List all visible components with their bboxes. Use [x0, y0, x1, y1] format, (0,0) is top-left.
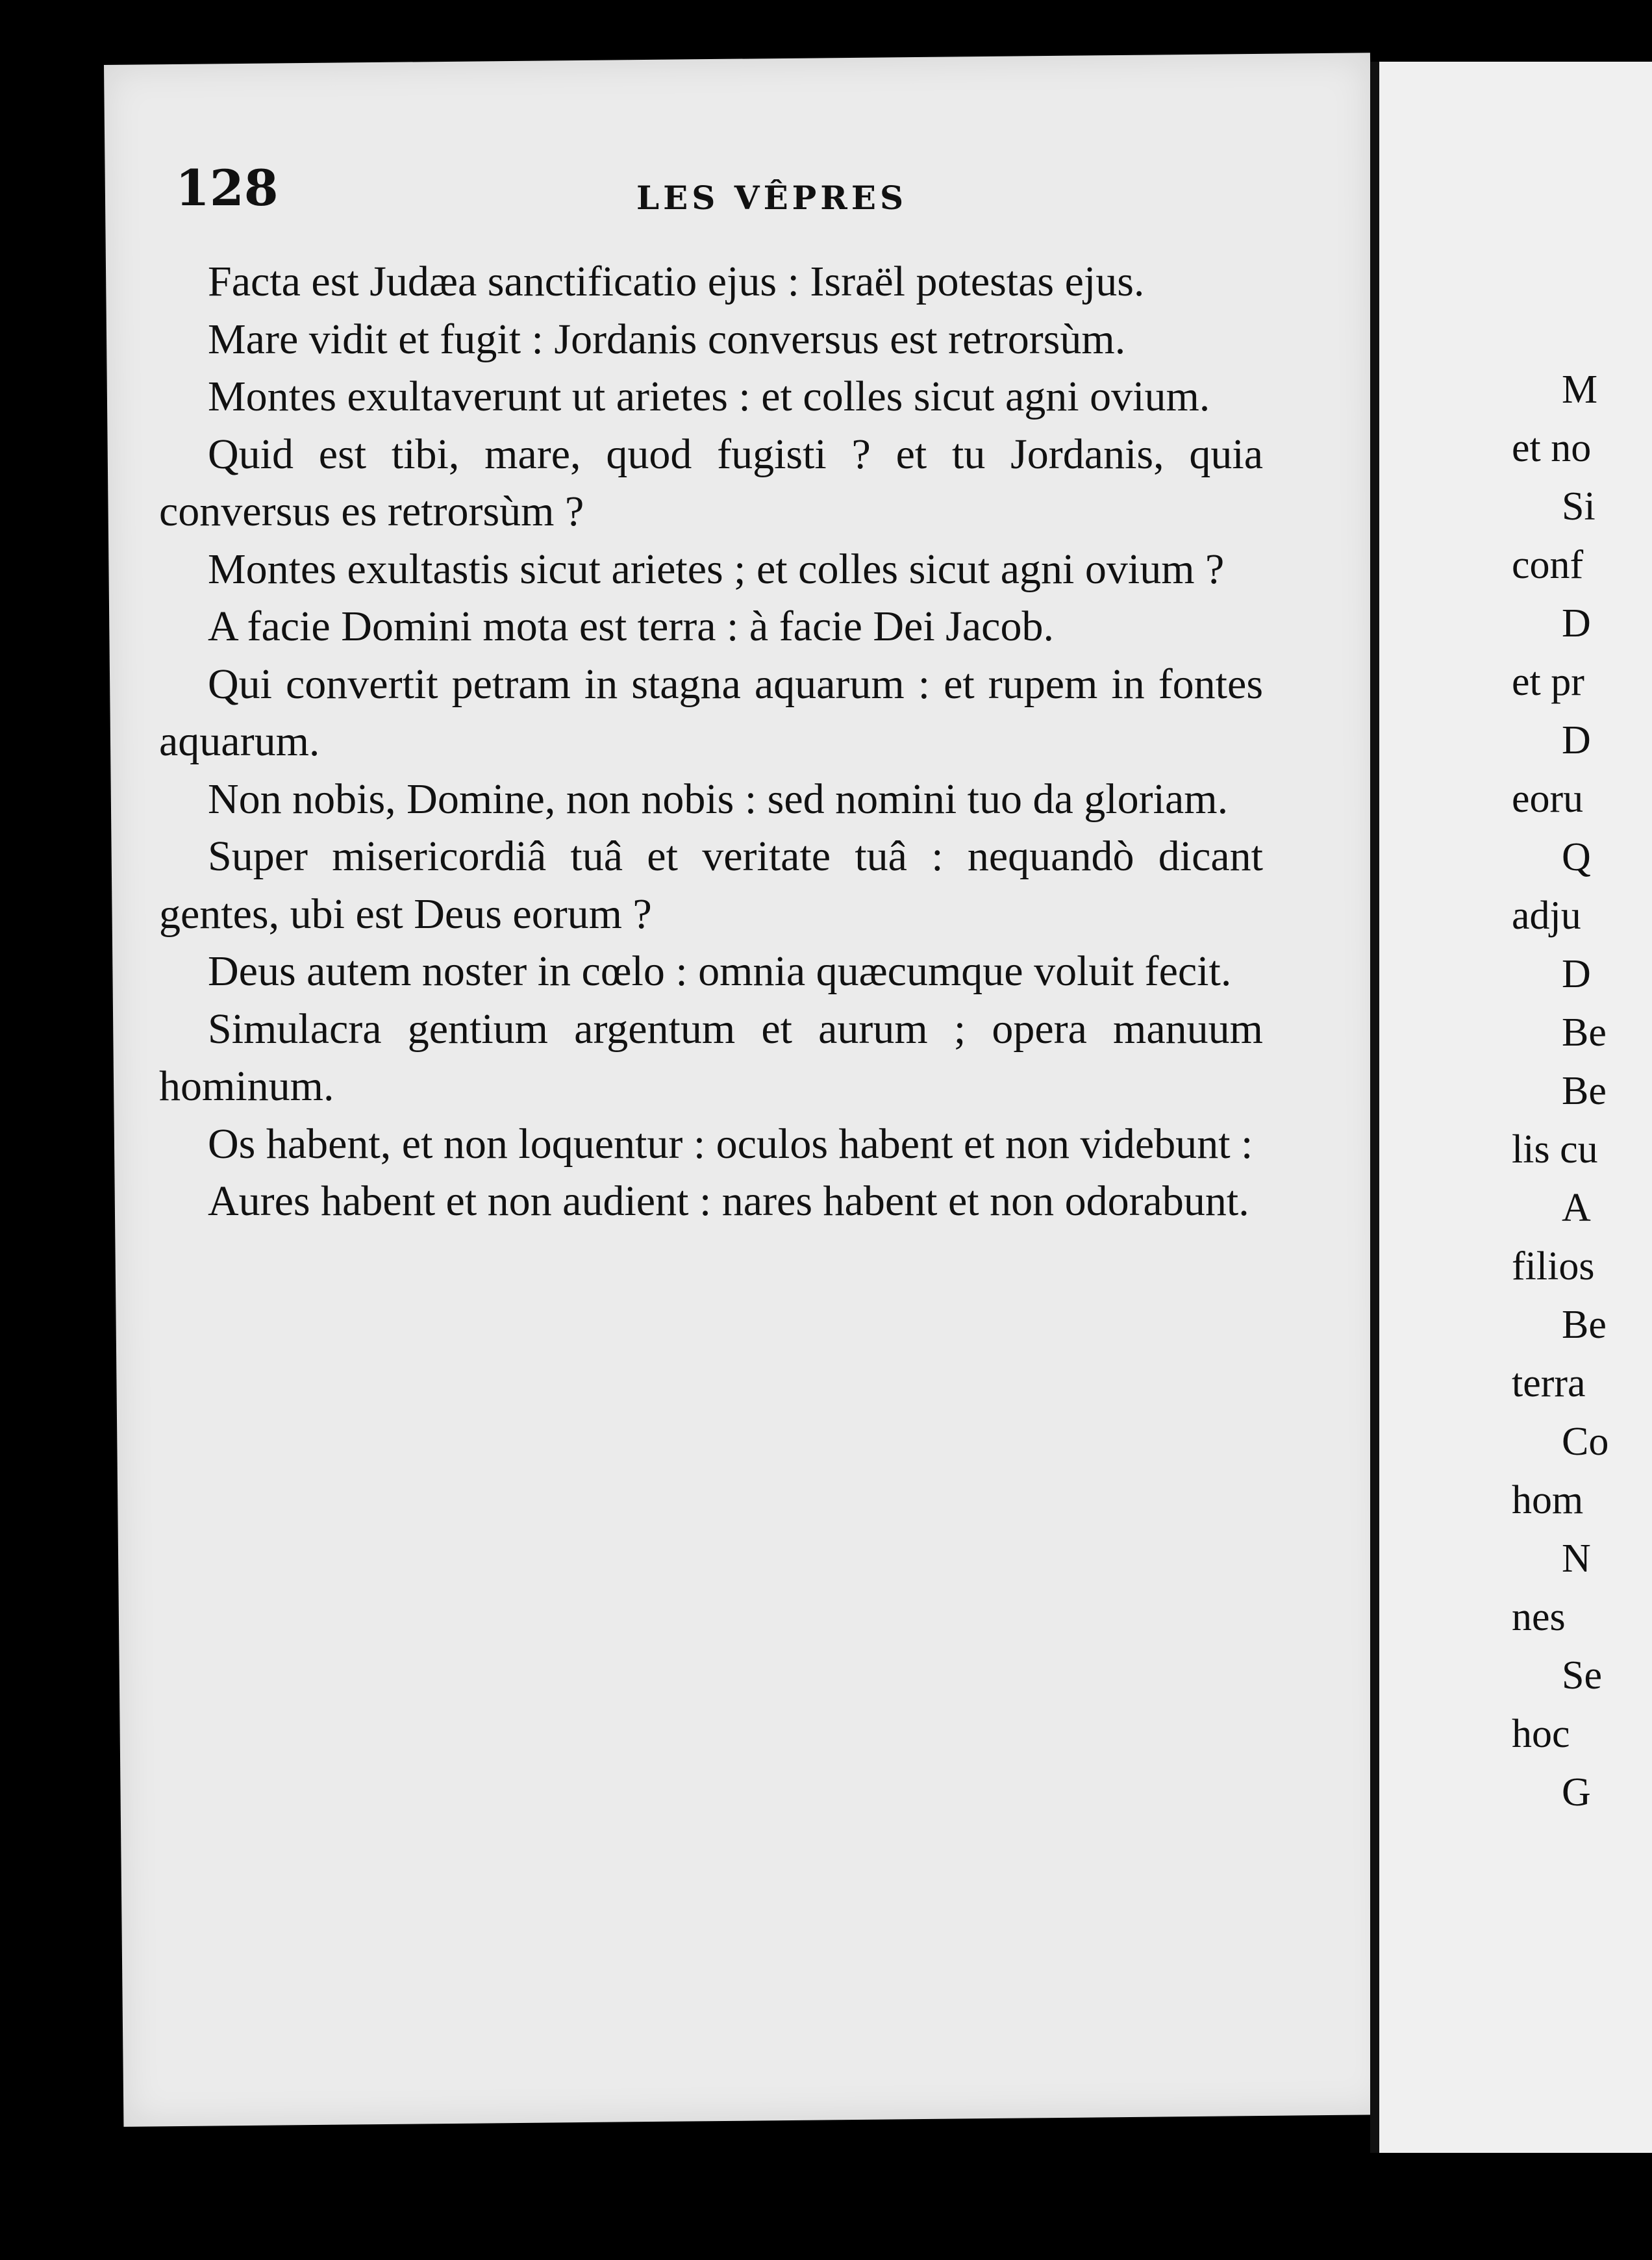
facing-fragment: N: [1562, 1537, 1591, 1581]
facing-fragment: nes: [1512, 1595, 1566, 1639]
verse-2: Mare vidit et fugit : Jordanis conversus est retrorsùm.: [208, 315, 1126, 363]
facing-fragment: conf: [1512, 543, 1584, 587]
verse-1: Facta est Judæa sanctificatio ejus : Israël potestas ejus.: [208, 258, 1145, 305]
facing-fragment: G: [1562, 1770, 1591, 1814]
facing-fragment: D: [1562, 718, 1591, 762]
verse-11: Simulacra gentium argentum et aurum ; opera manuum hominum.: [159, 1005, 1263, 1110]
verse-6: A facie Domini mota est terra : à facie Dei Jacob.: [208, 603, 1054, 650]
facing-fragment: lis cu: [1512, 1127, 1598, 1172]
verse-10: Deus autem noster in cœlo : omnia quæcumque voluit fecit.: [208, 948, 1232, 995]
facing-page: [1370, 62, 1652, 2153]
verse-4: Quid est tibi, mare, quod fugisti ? et tu Jordanis, quia conversus es retrorsùm ?: [159, 430, 1263, 535]
psalm-text: [159, 253, 1263, 1231]
verse-9: Super misericordiâ tuâ et veritate tuâ : nequandò dicant gentes, ubi est Deus eorum ?: [159, 833, 1263, 938]
facing-fragment: Be: [1562, 1069, 1607, 1113]
page-number: 128: [175, 159, 279, 217]
facing-fragment: Se: [1562, 1653, 1602, 1698]
facing-fragment: hom: [1512, 1478, 1584, 1522]
verse-7: Qui convertit petram in stagna aquarum : et rupem in fontes aquarum.: [159, 660, 1263, 765]
verse-8: Non nobis, Domine, non nobis : sed nomini tuo da gloriam.: [208, 775, 1229, 823]
running-head: LES VÊPRES: [636, 179, 908, 217]
facing-fragment: hoc: [1512, 1712, 1570, 1756]
verse-13: Aures habent et non audient : nares habent et non odorabunt.: [208, 1177, 1249, 1225]
facing-fragment: A: [1562, 1186, 1591, 1230]
facing-fragment: et pr: [1512, 660, 1584, 704]
verse-12: Os habent, et non loquentur : oculos habent et non videbunt :: [208, 1120, 1253, 1168]
facing-fragment: adju: [1512, 894, 1581, 938]
facing-fragment: M: [1562, 368, 1598, 412]
verse-3: Montes exultaverunt ut arietes : et colles sicut agni ovium.: [208, 373, 1210, 420]
facing-fragment: Be: [1562, 1303, 1607, 1347]
facing-fragment: filios: [1512, 1244, 1595, 1288]
verse-5: Montes exultastis sicut arietes ; et colles sicut agni ovium ?: [208, 545, 1225, 593]
facing-fragment: Si: [1562, 484, 1596, 529]
facing-fragment: Be: [1562, 1011, 1607, 1055]
facing-fragment: Q: [1562, 835, 1591, 879]
facing-fragment: eoru: [1512, 777, 1584, 821]
facing-fragment: Co: [1562, 1420, 1609, 1464]
facing-fragment: terra: [1512, 1361, 1586, 1405]
facing-fragment: D: [1562, 601, 1591, 646]
facing-fragment: et no: [1512, 426, 1592, 470]
facing-fragment: D: [1562, 952, 1591, 996]
